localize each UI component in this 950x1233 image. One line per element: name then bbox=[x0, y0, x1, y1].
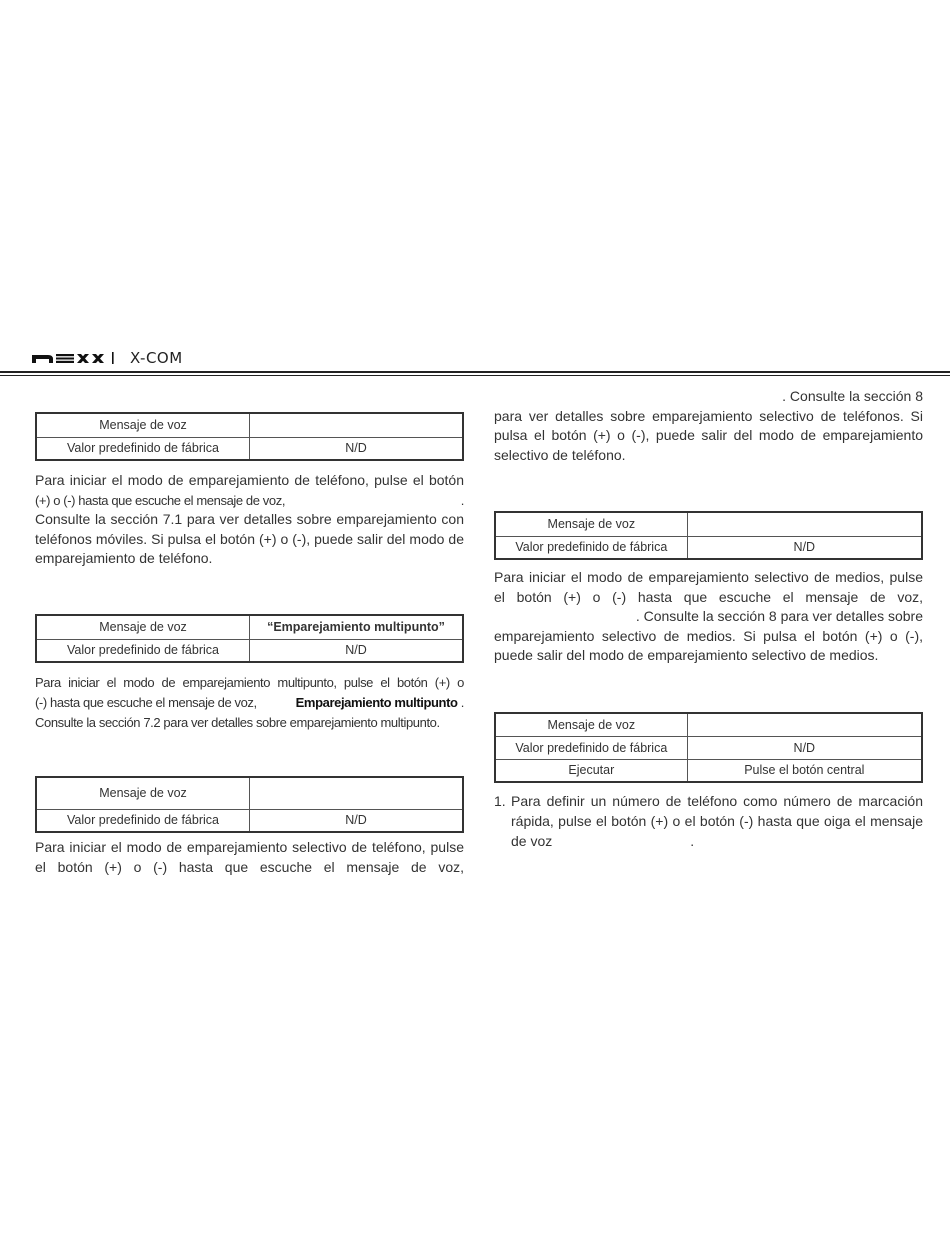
table-label: Valor predefinido de fábrica bbox=[36, 639, 250, 662]
right-numbered-list bbox=[494, 791, 923, 851]
paragraph-line: . Consulte la sección 8 bbox=[782, 388, 923, 404]
table-value: N/D bbox=[687, 536, 922, 559]
paragraph-text: Para iniciar el modo de emparejamiento selectivo de medios, pulse el botón (+) o (-) hasta que escuche el mensaje de voz, bbox=[494, 569, 923, 605]
table-label: Valor predefinido de fábrica bbox=[495, 536, 687, 559]
right-table-2 bbox=[494, 712, 923, 783]
list-item bbox=[494, 791, 923, 851]
paragraph-text: para ver detalles sobre emparejamiento selectivo de teléfonos. Si pulsa el botón (+) o (-), puede salir del modo de emparejamiento selectivo de teléfono. bbox=[494, 407, 923, 463]
paragraph-line: Para iniciar el modo de emparejamiento multipunto, pulse el botón (+) o bbox=[35, 675, 464, 690]
list-text-body: Para definir un número de teléfono como número de marcación rápida, pulse el botón (+) o el botón (-) hasta que oiga el mensaje de voz bbox=[511, 793, 923, 849]
period: . bbox=[460, 695, 464, 710]
table-label: Valor predefinido de fábrica bbox=[36, 437, 250, 460]
left-paragraph-2 bbox=[35, 673, 464, 733]
table-label: Mensaje de voz bbox=[36, 615, 250, 639]
paragraph-line: Para iniciar el modo de emparejamiento de teléfono, pulse el botón bbox=[35, 472, 464, 488]
table-label: Valor predefinido de fábrica bbox=[36, 809, 250, 832]
left-paragraph-3: Para iniciar el modo de emparejamiento selectivo de teléfono, pulse el botón (+) o (-) hasta que escuche el mensaje de voz, bbox=[35, 839, 464, 875]
table-label: Mensaje de voz bbox=[495, 713, 687, 736]
paragraph-line: . Consulte la sección 8 para ver detalles sobre bbox=[635, 608, 923, 624]
paragraph-text: Consulte la sección 7.1 para ver detalles sobre emparejamiento con teléfonos móviles. Si pulsa el botón (+) o (-), puede salir del modo de emparejamiento de teléfono. bbox=[35, 511, 464, 566]
model-name: X-COM bbox=[130, 349, 183, 367]
table-label: Valor predefinido de fábrica bbox=[495, 736, 687, 759]
paragraph-line bbox=[35, 491, 464, 511]
list-number: 1. bbox=[494, 793, 506, 809]
paragraph-line: Consulte la sección 7.2 para ver detalles sobre emparejamiento multipunto. bbox=[35, 715, 440, 730]
table-value: N/D bbox=[687, 736, 922, 759]
table-value: N/D bbox=[250, 809, 464, 832]
table-value: N/D bbox=[250, 639, 464, 662]
table-label: Ejecutar bbox=[495, 759, 687, 782]
paragraph-text: (+) o (-) hasta que escuche el mensaje de voz, bbox=[35, 492, 286, 508]
paragraph-text bbox=[296, 693, 464, 713]
table-value bbox=[250, 413, 464, 437]
header-rule-thin bbox=[0, 375, 950, 376]
paragraph-text: . bbox=[460, 492, 464, 508]
table-value bbox=[250, 777, 464, 809]
voice-message-emphasis: Emparejamiento multipunto bbox=[295, 695, 458, 710]
right-table-1 bbox=[494, 511, 923, 560]
header-rule bbox=[0, 371, 950, 373]
right-paragraph-1 bbox=[494, 568, 923, 666]
table-label: Mensaje de voz bbox=[36, 777, 250, 809]
paragraph-line bbox=[35, 693, 464, 713]
table-value bbox=[687, 713, 922, 736]
left-table-3 bbox=[35, 776, 464, 833]
left-table-2 bbox=[35, 614, 464, 663]
table-value bbox=[687, 512, 922, 536]
table-value: “Emparejamiento multipunto” bbox=[250, 615, 464, 639]
paragraph-text: emparejamiento selectivo de medios. Si pulsa el botón (+) o (-), puede salir del modo de emparejamiento selectivo de medios. bbox=[494, 627, 923, 663]
left-table-1 bbox=[35, 412, 464, 461]
table-value: N/D bbox=[250, 437, 464, 460]
page-header bbox=[32, 347, 183, 369]
table-label: Mensaje de voz bbox=[36, 413, 250, 437]
right-paragraph-0 bbox=[494, 387, 923, 465]
table-value: Pulse el botón central bbox=[687, 759, 922, 782]
paragraph-text: (-) hasta que escuche el mensaje de voz, bbox=[35, 695, 257, 710]
left-paragraph-1 bbox=[35, 471, 464, 569]
table-label: Mensaje de voz bbox=[495, 512, 687, 536]
period: . bbox=[690, 833, 695, 849]
nexx-logo-icon bbox=[32, 352, 124, 364]
brand-logo bbox=[32, 352, 124, 364]
list-text bbox=[511, 791, 923, 851]
